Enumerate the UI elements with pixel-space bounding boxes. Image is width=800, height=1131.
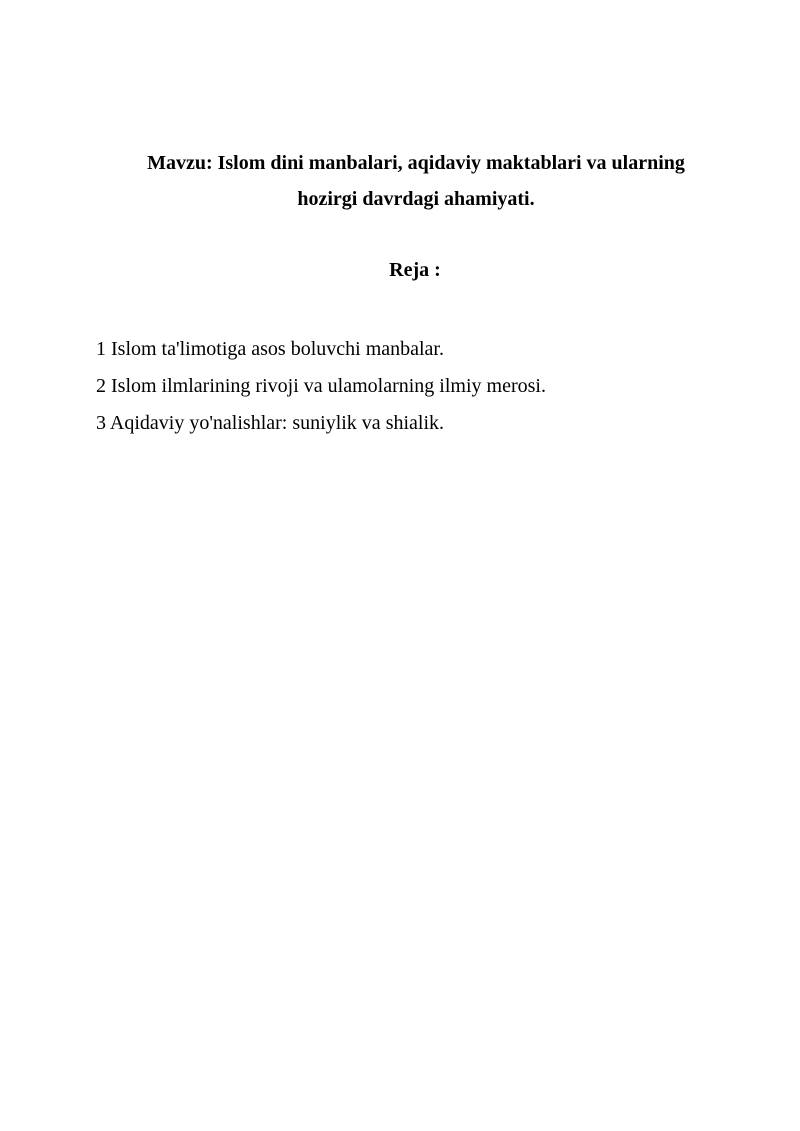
title-line-2: hozirgi davrdagi ahamiyati.: [297, 188, 535, 210]
plan-heading: Reja :: [389, 259, 441, 281]
document-title: [96, 145, 736, 217]
title-line-1: Mavzu: Islom dini manbalari, aqidaviy maktablari va ularning: [147, 152, 685, 174]
plan-list: [96, 331, 546, 442]
plan-item-2: 2 Islom ilmlarining rivoji va ulamolarning ilmiy merosi.: [96, 375, 546, 397]
plan-item-3: 3 Aqidaviy yo'nalishlar: suniylik va shialik.: [96, 412, 445, 434]
plan-item-1: 1 Islom ta'limotiga asos boluvchi manbalar.: [96, 338, 444, 360]
